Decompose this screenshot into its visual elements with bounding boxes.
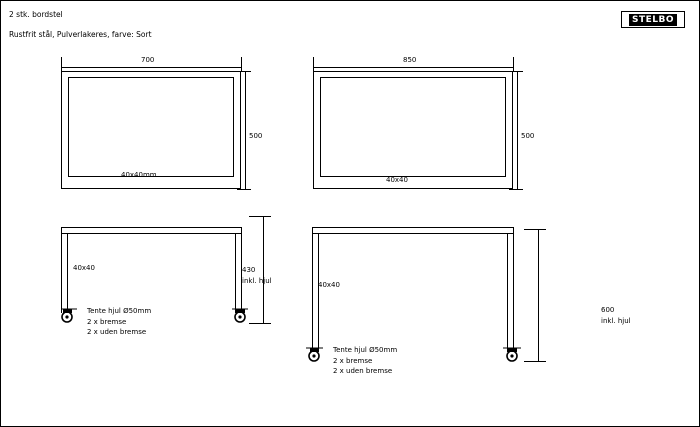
front-small-height-ext-bottom bbox=[249, 323, 271, 324]
top-large-height-ext-bottom bbox=[509, 189, 523, 190]
top-small-height-label: 500 bbox=[249, 132, 263, 140]
front-large-leg-left-outer bbox=[312, 227, 313, 352]
front-large-caster-line-1: Tente hjul Ø50mm bbox=[333, 346, 398, 354]
caster-icon-front-small-right bbox=[229, 306, 251, 328]
top-small-width-ext-left bbox=[61, 57, 62, 71]
front-large-rail-bottom bbox=[312, 233, 513, 234]
top-large-width-ext-left bbox=[313, 57, 314, 71]
top-small-height-dim-line bbox=[245, 71, 246, 189]
top-large-width-ext-right bbox=[513, 57, 514, 71]
front-large-leg-left-inner bbox=[318, 233, 319, 352]
front-small-caster-line-1: Tente hjul Ø50mm bbox=[87, 307, 152, 315]
front-small-caster-line-3: 2 x uden bremse bbox=[87, 328, 147, 336]
top-small-width-dim-line bbox=[61, 67, 241, 68]
front-small-height-note: inkl. hjul bbox=[242, 277, 272, 285]
top-view-large-inner bbox=[320, 77, 506, 177]
caster-icon-front-large-left bbox=[304, 345, 326, 367]
front-small-leg-right-inner bbox=[235, 233, 236, 313]
top-small-profile-label: 40x40mm bbox=[121, 171, 157, 179]
front-large-rail-top bbox=[312, 227, 513, 228]
front-small-caster-line-2: 2 x bremse bbox=[87, 318, 127, 326]
top-large-width-label: 850 bbox=[403, 56, 417, 64]
front-large-height-ext-top bbox=[524, 229, 546, 230]
top-large-width-dim-line bbox=[313, 67, 513, 68]
front-large-caster-line-2: 2 x bremse bbox=[333, 357, 373, 365]
top-large-height-label: 500 bbox=[521, 132, 535, 140]
top-large-height-ext-top bbox=[509, 71, 523, 72]
front-large-caster-line-3: 2 x uden bremse bbox=[333, 367, 393, 375]
caster-icon-front-small-left bbox=[58, 306, 80, 328]
front-small-rail-top bbox=[61, 227, 241, 228]
front-large-height-label: 600 bbox=[601, 306, 615, 314]
front-large-leg-right-outer bbox=[513, 227, 514, 352]
top-large-profile-label: 40x40 bbox=[386, 176, 408, 184]
top-small-width-ext-right bbox=[241, 57, 242, 71]
company-logo bbox=[621, 11, 685, 28]
top-small-height-ext-bottom bbox=[237, 189, 251, 190]
front-small-profile-label: 40x40 bbox=[73, 264, 95, 272]
front-small-leg-left-inner bbox=[67, 233, 68, 313]
front-large-profile-label: 40x40 bbox=[318, 281, 340, 289]
logo-text: STELBO bbox=[629, 14, 677, 26]
top-small-width-label: 700 bbox=[141, 56, 155, 64]
title-line-2: Rustfrit stål, Pulverlakeres, farve: Sort bbox=[9, 30, 152, 39]
front-large-height-ext-bottom bbox=[524, 361, 546, 362]
top-large-height-dim-line bbox=[517, 71, 518, 189]
front-small-height-label: 430 bbox=[242, 266, 256, 274]
title-line-1: 2 stk. bordstel bbox=[9, 10, 63, 19]
front-small-rail-bottom bbox=[61, 233, 241, 234]
front-small-height-ext-top bbox=[249, 216, 271, 217]
front-large-height-note: inkl. hjul bbox=[601, 317, 631, 325]
front-small-height-dim-line bbox=[263, 216, 264, 324]
front-large-height-dim-line bbox=[538, 229, 539, 362]
top-small-height-ext-top bbox=[237, 71, 251, 72]
front-small-leg-left-outer bbox=[61, 227, 62, 313]
caster-icon-front-large-right bbox=[501, 345, 523, 367]
front-large-leg-right-inner bbox=[507, 233, 508, 352]
top-view-small-inner bbox=[68, 77, 234, 177]
